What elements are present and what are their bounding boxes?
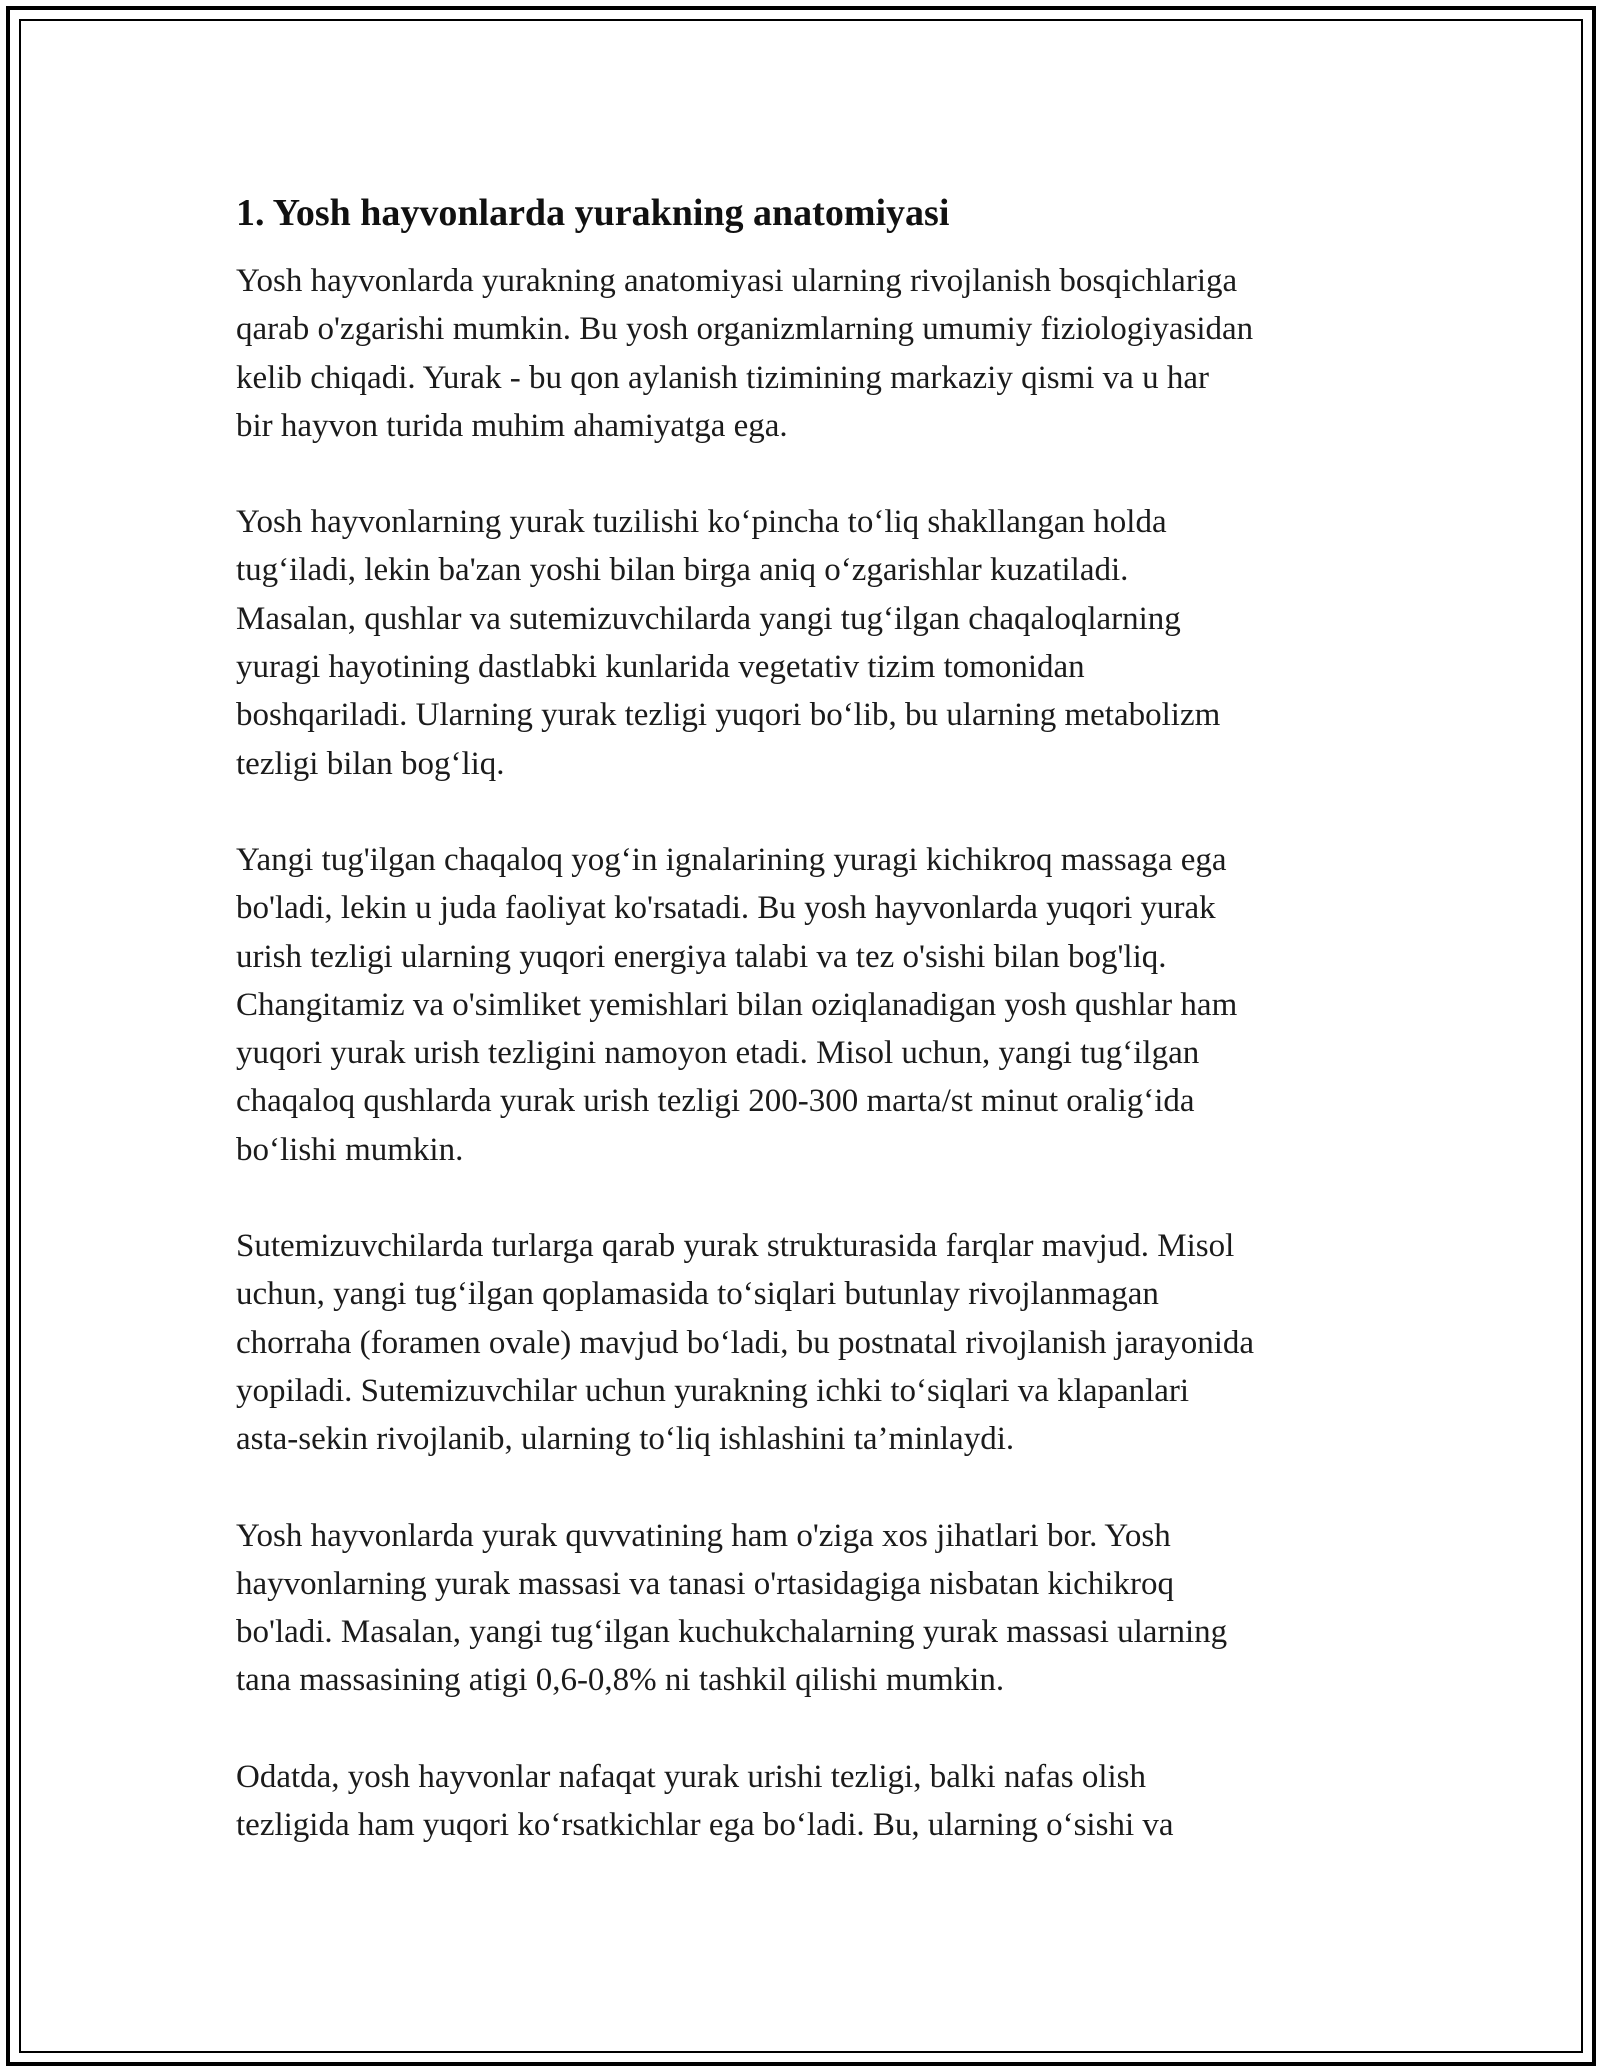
paragraph-5: Yosh hayvonlarda yurak quvvatining ham o'ziga xos jihatlari bor. Yosh hayvonlarning yurak massasi va tanasi o'rtasidagiga nisbatan kichikroq bo'ladi. Masalan, yangi tug‘ilgan kuchukchalarning yurak massasi ularning tana massasining atigi 0,6-0,8% ni tashkil qilishi mumkin.	[236, 1517, 1228, 1699]
document-body	[236, 186, 1376, 1897]
paragraph-6: Odatda, yosh hayvonlar nafaqat yurak urishi tezligi, balki nafas olish tezligida ham yuqori ko‘rsatkichlar ega bo‘ladi. Bu, ularning o‘sishi va	[236, 1758, 1174, 1844]
paragraph-3: Yangi tug'ilgan chaqaloq yog‘in ignalarining yuragi kichikroq massaga ega bo'ladi, lekin u juda faoliyat ko'rsatadi. Bu yosh hayvonlarda yuqori yurak urish tezligi ularning yuqori energiya talabi va tez o'sishi bilan bog'liq. Changitamiz va o'simliket yemishlari bilan oziqlanadigan yosh qushlar ham yuqori yurak urish tezligini namoyon etadi. Misol uchun, yangi tug‘ilgan chaqaloq qushlarda yurak urish tezligi 200-300 marta/st minut oralig‘ida bo‘lishi mumkin.	[236, 841, 1238, 1168]
paragraph-2: Yosh hayvonlarning yurak tuzilishi ko‘pincha to‘liq shakllangan holda tug‘iladi, lekin ba'zan yoshi bilan birga aniq o‘zgarishlar kuzatiladi. Masalan, qushlar va sutemizuvchilarda yangi tug‘ilgan chaqaloqlarning yuragi hayotining dastlabki kunlarida vegetativ tizim tomonidan boshqariladi. Ularning yurak tezligi yuqori bo‘lib, bu ularning metabolizm tezligi bilan bog‘liq.	[236, 504, 1221, 782]
section-heading: 1. Yosh hayvonlarda yurakning anatomiyasi	[236, 192, 950, 234]
paragraph-1: Yosh hayvonlarda yurakning anatomiyasi ularning rivojlanish bosqichlariga qarab o'zgarishi mumkin. Bu yosh organizmlarning umumiy fiziologiyasidan kelib chiqadi. Yurak - bu qon aylanish tizimining markaziy qismi va u har bir hayvon turida muhim ahamiyatga ega.	[236, 263, 1254, 444]
paragraph-4: Sutemizuvchilarda turlarga qarab yurak strukturasida farqlar mavjud. Misol uchun, yangi tug‘ilgan qoplamasida to‘siqlari butunlay rivojlanmagan chorraha (foramen ovale) mavjud bo‘ladi, bu postnatal rivojlanish jarayonida yopiladi. Sutemizuvchilar uchun yurakning ichki to‘siqlari va klapanlari asta-sekin rivojlanib, ularning to‘liq ishlashini ta’minlaydi.	[236, 1228, 1255, 1458]
